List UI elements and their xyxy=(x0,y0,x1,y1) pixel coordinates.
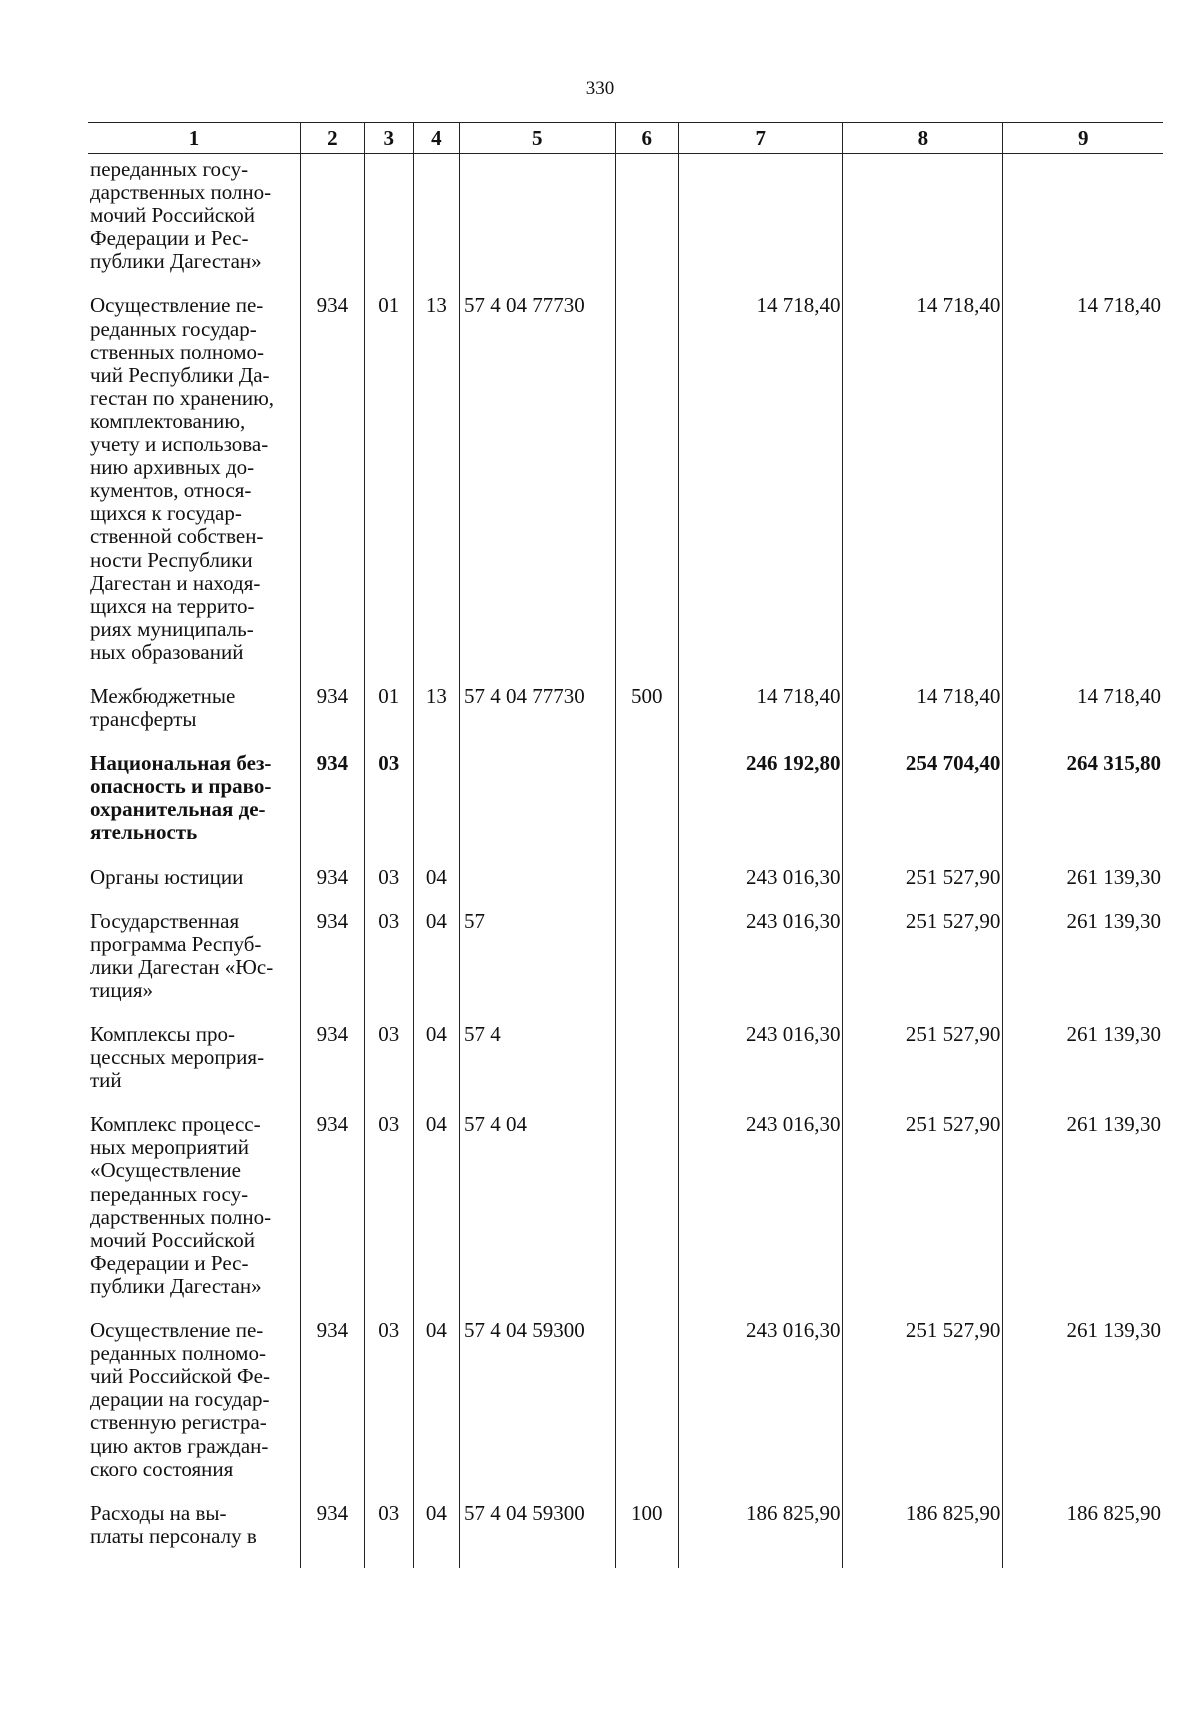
row-name-line: переданных госу- xyxy=(90,1181,249,1206)
row-name-line: опасность и право- xyxy=(90,774,272,799)
expense-type-cell xyxy=(615,910,679,1023)
amount-year1-cell: 243 016,30 xyxy=(679,866,843,910)
row-name-line: дарственных полно- xyxy=(90,1204,272,1229)
row-name-cell xyxy=(88,752,301,865)
row-name-line: Национальная без- xyxy=(90,751,272,776)
table-row xyxy=(88,1502,1163,1568)
expense-type-cell xyxy=(615,1319,679,1502)
row-name-line: комплектованию, xyxy=(90,408,246,433)
col-header-9: 9 xyxy=(1003,123,1163,154)
section-code-cell: 03 xyxy=(364,1113,413,1319)
amount-year3-cell: 186 825,90 xyxy=(1003,1502,1163,1568)
amount-year2-cell: 186 825,90 xyxy=(843,1502,1003,1568)
row-name-line: ского состояния xyxy=(90,1456,234,1481)
row-name-line: переданных госу- xyxy=(90,157,249,181)
subsection-code-cell: 04 xyxy=(413,910,459,1023)
row-name-line: щихся к государ- xyxy=(90,501,242,526)
amount-year1-cell: 246 192,80 xyxy=(679,752,843,865)
amount-year1-cell: 186 825,90 xyxy=(679,1502,843,1568)
row-name-line: «Осуществление xyxy=(90,1158,241,1183)
section-code-cell: 01 xyxy=(364,685,413,752)
section-code-cell xyxy=(364,154,413,295)
row-name-line: ных образований xyxy=(90,639,244,664)
row-name-line: учету и использова- xyxy=(90,432,269,457)
admin-code-cell: 934 xyxy=(301,1113,365,1319)
subsection-code-cell: 04 xyxy=(413,1502,459,1568)
amount-year3-cell xyxy=(1003,154,1163,295)
row-name-cell xyxy=(88,1502,301,1568)
admin-code-cell: 934 xyxy=(301,1319,365,1502)
row-name-line: Дагестан и находя- xyxy=(90,570,261,595)
section-code-cell: 03 xyxy=(364,1023,413,1113)
row-name-line: мочий Российской xyxy=(90,1227,256,1252)
row-name-line: публики Дагестан» xyxy=(90,1273,262,1298)
row-name-line: Федерации и Рес- xyxy=(90,226,249,251)
row-name-cell xyxy=(88,154,301,295)
row-name-cell xyxy=(88,1023,301,1113)
table-row xyxy=(88,866,1163,910)
target-article-cell: 57 xyxy=(459,910,615,1023)
admin-code-cell: 934 xyxy=(301,685,365,752)
col-header-3: 3 xyxy=(364,123,413,154)
expense-type-cell xyxy=(615,1023,679,1113)
amount-year1-cell: 243 016,30 xyxy=(679,1113,843,1319)
row-name-line: Органы юстиции xyxy=(90,864,244,889)
subsection-code-cell: 13 xyxy=(413,294,459,685)
amount-year2-cell: 254 704,40 xyxy=(843,752,1003,865)
table-row xyxy=(88,294,1163,685)
amount-year3-cell: 261 139,30 xyxy=(1003,866,1163,910)
table-row xyxy=(88,154,1163,295)
col-header-2: 2 xyxy=(301,123,365,154)
admin-code-cell: 934 xyxy=(301,752,365,865)
row-name-line: Осуществление пе- xyxy=(90,1318,264,1343)
row-name-line: Комплекс процесс- xyxy=(90,1112,261,1137)
amount-year2-cell: 14 718,40 xyxy=(843,685,1003,752)
target-article-cell: 57 4 04 77730 xyxy=(459,294,615,685)
subsection-code-cell: 13 xyxy=(413,685,459,752)
amount-year2-cell: 251 527,90 xyxy=(843,1319,1003,1502)
target-article-cell: 57 4 04 xyxy=(459,1113,615,1319)
amount-year1-cell: 14 718,40 xyxy=(679,294,843,685)
row-name-line: дарственных полно- xyxy=(90,180,272,205)
expense-type-cell: 500 xyxy=(615,685,679,752)
row-name-line: Межбюджетные xyxy=(90,683,236,708)
amount-year3-cell: 14 718,40 xyxy=(1003,294,1163,685)
row-name-line: Осуществление пе- xyxy=(90,293,264,318)
admin-code-cell: 934 xyxy=(301,1023,365,1113)
amount-year3-cell: 261 139,30 xyxy=(1003,910,1163,1023)
row-name-line: охранительная де- xyxy=(90,797,266,822)
col-header-6: 6 xyxy=(615,123,679,154)
amount-year3-cell: 261 139,30 xyxy=(1003,1023,1163,1113)
admin-code-cell: 934 xyxy=(301,294,365,685)
col-header-8: 8 xyxy=(843,123,1003,154)
row-name-line: цессных мероприя- xyxy=(90,1045,265,1070)
subsection-code-cell xyxy=(413,752,459,865)
amount-year3-cell: 14 718,40 xyxy=(1003,685,1163,752)
row-name-line: щихся на террито- xyxy=(90,593,255,618)
table-body xyxy=(88,154,1163,1568)
amount-year1-cell: 14 718,40 xyxy=(679,685,843,752)
row-name-cell xyxy=(88,1319,301,1502)
page-number: 330 xyxy=(585,78,615,99)
row-name-line: платы персоналу в xyxy=(90,1523,257,1548)
amount-year3-cell: 264 315,80 xyxy=(1003,752,1163,865)
table-row xyxy=(88,1319,1163,1502)
amount-year1-cell: 243 016,30 xyxy=(679,910,843,1023)
amount-year1-cell xyxy=(679,154,843,295)
section-code-cell: 03 xyxy=(364,1319,413,1502)
section-code-cell: 03 xyxy=(364,866,413,910)
admin-code-cell: 934 xyxy=(301,910,365,1023)
table-row xyxy=(88,685,1163,752)
target-article-cell xyxy=(459,752,615,865)
target-article-cell: 57 4 04 59300 xyxy=(459,1319,615,1502)
expense-type-cell xyxy=(615,1113,679,1319)
amount-year2-cell: 251 527,90 xyxy=(843,910,1003,1023)
table-row xyxy=(88,910,1163,1023)
section-code-cell: 03 xyxy=(364,1502,413,1568)
amount-year2-cell: 251 527,90 xyxy=(843,1023,1003,1113)
amount-year2-cell: 14 718,40 xyxy=(843,294,1003,685)
row-name-cell xyxy=(88,294,301,685)
row-name-line: Федерации и Рес- xyxy=(90,1250,249,1275)
expense-type-cell xyxy=(615,752,679,865)
amount-year3-cell: 261 139,30 xyxy=(1003,1319,1163,1502)
col-header-4: 4 xyxy=(413,123,459,154)
subsection-code-cell: 04 xyxy=(413,1023,459,1113)
row-name-line: дерации на государ- xyxy=(90,1387,270,1412)
row-name-line: Расходы на вы- xyxy=(90,1500,227,1525)
row-name-line: риях муниципаль- xyxy=(90,616,254,641)
section-code-cell: 03 xyxy=(364,910,413,1023)
row-name-line: ственную регистра- xyxy=(90,1410,267,1435)
expense-type-cell: 100 xyxy=(615,1502,679,1568)
expense-type-cell xyxy=(615,294,679,685)
row-name-line: реданных государ- xyxy=(90,316,257,341)
row-name-line: Государственная xyxy=(90,908,240,933)
admin-code-cell xyxy=(301,154,365,295)
row-name-line: трансферты xyxy=(90,707,197,732)
amount-year2-cell xyxy=(843,154,1003,295)
expense-type-cell xyxy=(615,154,679,295)
amount-year2-cell: 251 527,90 xyxy=(843,1113,1003,1319)
target-article-cell xyxy=(459,866,615,910)
row-name-line: тиция» xyxy=(90,977,154,1002)
row-name-line: реданных полномо- xyxy=(90,1341,266,1366)
subsection-code-cell: 04 xyxy=(413,866,459,910)
target-article-cell xyxy=(459,154,615,295)
subsection-code-cell: 04 xyxy=(413,1319,459,1502)
row-name-line: нию архивных до- xyxy=(90,455,255,480)
row-name-line: ственной собствен- xyxy=(90,524,264,549)
col-header-7: 7 xyxy=(679,123,843,154)
row-name-line: мочий Российской xyxy=(90,203,256,228)
row-name-line: ятельность xyxy=(90,820,198,845)
row-name-line: Комплексы про- xyxy=(90,1022,235,1046)
amount-year1-cell: 243 016,30 xyxy=(679,1319,843,1502)
row-name-line: кументов, относя- xyxy=(90,478,252,503)
table-row xyxy=(88,1023,1163,1113)
section-code-cell: 03 xyxy=(364,752,413,865)
row-name-line: программа Респуб- xyxy=(90,931,262,956)
row-name-cell xyxy=(88,910,301,1023)
admin-code-cell: 934 xyxy=(301,866,365,910)
expense-type-cell xyxy=(615,866,679,910)
amount-year2-cell: 251 527,90 xyxy=(843,866,1003,910)
amount-year1-cell: 243 016,30 xyxy=(679,1023,843,1113)
header-row xyxy=(88,123,1163,154)
target-article-cell: 57 4 04 77730 xyxy=(459,685,615,752)
col-header-1: 1 xyxy=(88,123,301,154)
row-name-line: публики Дагестан» xyxy=(90,249,262,274)
row-name-cell xyxy=(88,685,301,752)
row-name-cell xyxy=(88,1113,301,1319)
row-name-line: гестан по хранению, xyxy=(90,385,275,410)
subsection-code-cell xyxy=(413,154,459,295)
row-name-line: чий Республики Да- xyxy=(90,362,270,387)
subsection-code-cell: 04 xyxy=(413,1113,459,1319)
row-name-line: тий xyxy=(90,1068,122,1093)
target-article-cell: 57 4 xyxy=(459,1023,615,1113)
budget-table xyxy=(88,122,1163,1568)
row-name-line: ственных полномо- xyxy=(90,339,265,364)
section-code-cell: 01 xyxy=(364,294,413,685)
table-row xyxy=(88,1113,1163,1319)
row-name-line: чий Российской Фе- xyxy=(90,1364,270,1389)
row-name-line: цию актов граждан- xyxy=(90,1433,269,1458)
amount-year3-cell: 261 139,30 xyxy=(1003,1113,1163,1319)
row-name-line: ности Республики xyxy=(90,547,253,572)
row-name-line: лики Дагестан «Юс- xyxy=(90,954,274,979)
table-row xyxy=(88,752,1163,865)
col-header-5: 5 xyxy=(459,123,615,154)
admin-code-cell: 934 xyxy=(301,1502,365,1568)
row-name-cell xyxy=(88,866,301,910)
row-name-line: ных мероприятий xyxy=(90,1135,249,1160)
target-article-cell: 57 4 04 59300 xyxy=(459,1502,615,1568)
